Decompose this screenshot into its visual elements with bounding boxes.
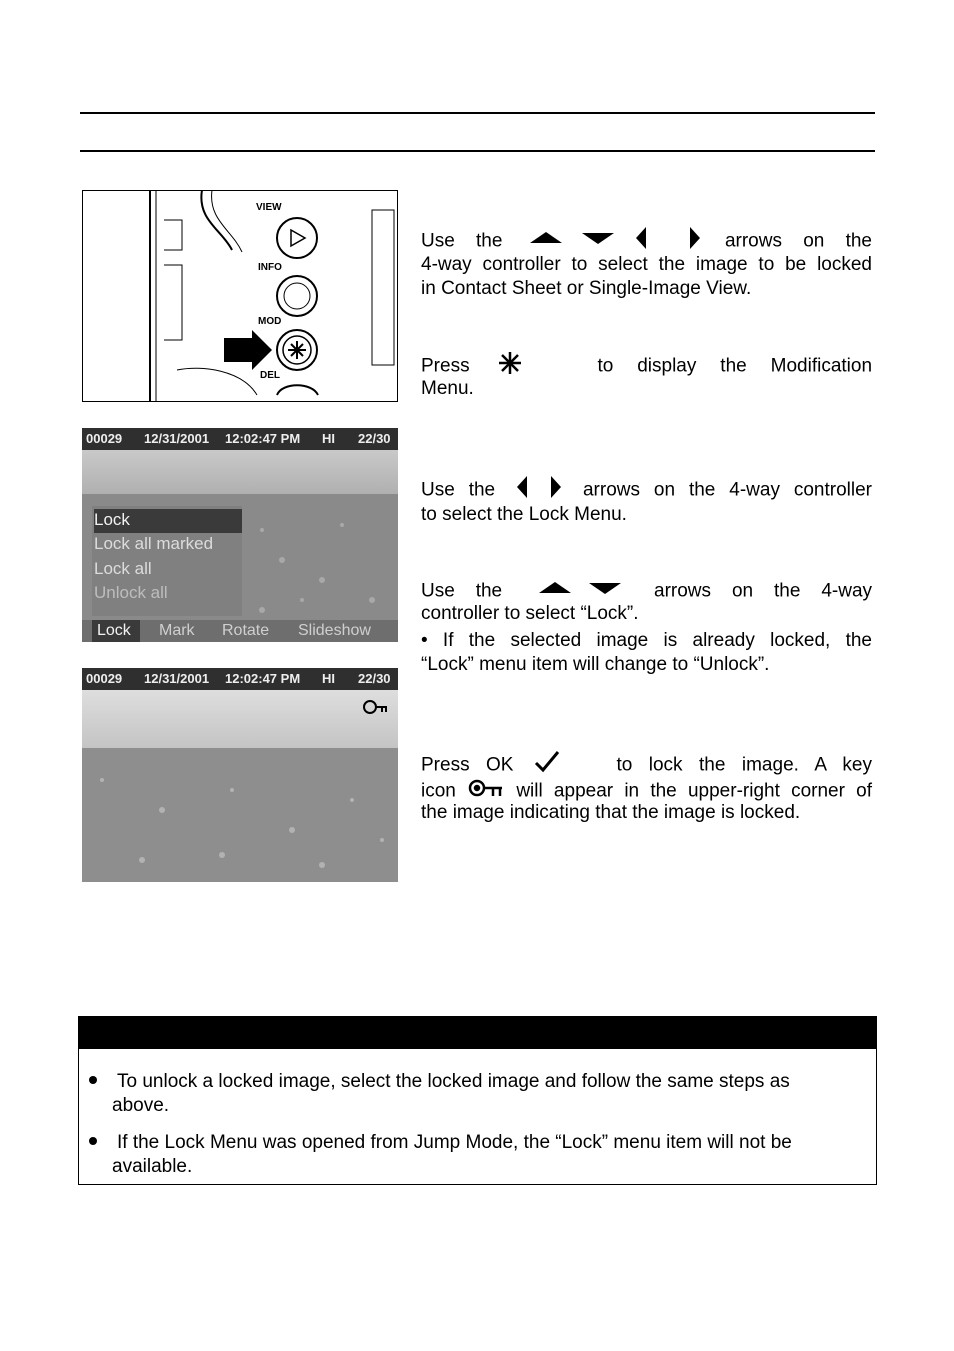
osd-image-count: 22/30 <box>358 431 391 446</box>
camera-back-figure <box>82 190 398 402</box>
right-arrow-icon <box>551 476 561 498</box>
del-button-label: DEL <box>260 370 280 381</box>
menu-item-lock-all-marked[interactable]: Lock all marked <box>94 534 214 553</box>
step5-icon-word: icon <box>421 780 456 802</box>
down-arrow-icon <box>582 233 614 244</box>
osd-quality: HI <box>322 671 335 686</box>
step3-use-the: Use the <box>421 479 496 501</box>
osd-status-bar-locked <box>82 668 398 690</box>
step4-bullet-line2: “Lock” menu item will change to “Unlock”. <box>421 654 770 675</box>
step4-use-the: Use the <box>421 580 503 602</box>
osd-date: 12/31/2001 <box>144 431 210 446</box>
note-box <box>78 1049 877 1185</box>
note-2-line1: If the Lock Menu was opened from Jump Mode, the “Lock” menu item will not be <box>117 1132 792 1153</box>
osd-date: 12/31/2001 <box>144 671 210 686</box>
step5-appear-text: will appear in the upper-right corner of <box>516 780 873 802</box>
left-arrow-icon <box>517 476 527 498</box>
step5-lock-text: to lock the image. A key <box>616 754 872 776</box>
step1-line2: 4-way controller to select the image to be locked <box>421 254 872 275</box>
step1-line3: in Contact Sheet or Single-Image View. <box>421 278 752 299</box>
up-arrow-icon <box>530 232 562 243</box>
mod-button-label: MOD <box>258 316 282 327</box>
step2-press: Press <box>421 355 470 377</box>
menu-item-unlock-all[interactable]: Unlock all <box>94 583 168 602</box>
step1-use-the: Use the <box>421 230 503 252</box>
step3-line2: to select the Lock Menu. <box>421 504 627 525</box>
right-arrow-icon <box>690 227 700 249</box>
header-rule-top <box>80 112 875 114</box>
note-bullet-2 <box>89 1137 97 1145</box>
down-arrow-icon <box>589 583 621 594</box>
note-header-bar <box>78 1016 877 1049</box>
view-button-label: VIEW <box>256 202 282 213</box>
step5-press-ok: Press OK <box>421 754 514 776</box>
step4-bullet-line1: • If the selected image is already locked, the <box>421 630 872 651</box>
note-2-line2: available. <box>112 1156 193 1177</box>
tab-mark[interactable]: Mark <box>159 622 195 639</box>
tab-lock[interactable]: Lock <box>97 622 131 639</box>
menu-item-lock[interactable]: Lock <box>94 510 130 529</box>
note-1-line2: above. <box>112 1095 170 1116</box>
step1-arrows-on-the: arrows on the <box>724 230 872 252</box>
osd-quality: HI <box>322 431 335 446</box>
menu-tab-bar <box>82 620 398 642</box>
step2-line2: Menu. <box>421 378 474 399</box>
step5-line3: the image indicating that the image is locked. <box>421 802 801 823</box>
osd-time: 12:02:47 PM <box>225 431 301 446</box>
step2-display-menu: to display the Modification <box>597 355 873 377</box>
osd-status-bar <box>82 428 398 450</box>
tab-rotate[interactable]: Rotate <box>222 622 270 639</box>
up-arrow-icon <box>539 582 571 593</box>
tab-slideshow[interactable]: Slideshow <box>298 622 371 639</box>
osd-frame-number: 00029 <box>86 671 123 686</box>
menu-item-lock-all[interactable]: Lock all <box>94 559 152 578</box>
note-1-line1: To unlock a locked image, select the locked image and follow the same steps as <box>117 1071 790 1092</box>
header-rule-bottom <box>80 150 875 152</box>
osd-frame-number: 00029 <box>86 431 123 446</box>
osd-time: 12:02:47 PM <box>225 671 301 686</box>
osd-image-count: 22/30 <box>358 671 391 686</box>
step4-line2: controller to select “Lock”. <box>421 603 639 624</box>
locked-image-screen <box>82 668 398 882</box>
field-photo-locked <box>82 690 398 882</box>
step4-arrows-text: arrows on the 4-way <box>654 580 873 602</box>
lock-menu-screen <box>82 428 398 642</box>
info-button-label: INFO <box>258 262 282 273</box>
note-bullet-1 <box>89 1076 97 1084</box>
left-arrow-icon <box>636 227 646 249</box>
step3-arrows-text: arrows on the 4-way controller <box>582 479 873 501</box>
